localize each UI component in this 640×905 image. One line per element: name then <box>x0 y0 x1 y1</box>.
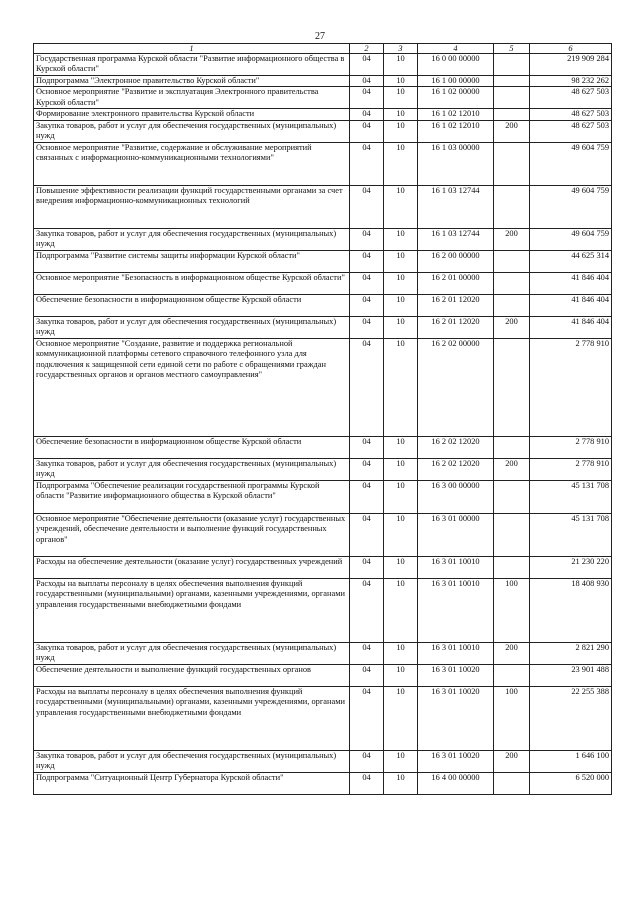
row-section-code: 04 <box>350 664 384 686</box>
header-cell: 2 <box>350 44 384 54</box>
row-description: Основное мероприятие "Обеспечение деятельности (оказание услуг) государственных учреждений, обеспечение деятельности и выполнение функций государственных органов" <box>34 513 350 556</box>
row-amount: 23 901 488 <box>530 664 612 686</box>
row-amount: 41 846 404 <box>530 294 612 316</box>
row-description: Подпрограмма "Развитие системы защиты информации Курской области" <box>34 250 350 272</box>
row-subsection-code: 10 <box>384 87 418 109</box>
row-expense-type <box>494 664 530 686</box>
row-subsection-code: 10 <box>384 458 418 480</box>
row-section-code: 04 <box>350 142 384 185</box>
header-cell: 4 <box>418 44 494 54</box>
row-amount: 49 604 759 <box>530 185 612 228</box>
row-amount: 2 778 910 <box>530 458 612 480</box>
row-expense-type: 200 <box>494 316 530 338</box>
row-description: Закупка товаров, работ и услуг для обеспечения государственных (муниципальных) нужд <box>34 750 350 772</box>
table-row <box>34 87 612 109</box>
table-row <box>34 120 612 142</box>
row-target-article: 16 3 01 10020 <box>418 750 494 772</box>
row-description: Расходы на выплаты персоналу в целях обеспечения выполнения функций государственными (муниципальными) органами, казенными учреждениями, органами управления государственными внебюджетными фондами <box>34 578 350 642</box>
row-target-article: 16 1 03 12744 <box>418 228 494 250</box>
row-amount: 6 520 000 <box>530 772 612 794</box>
row-amount: 2 778 910 <box>530 338 612 436</box>
row-subsection-code: 10 <box>384 109 418 120</box>
row-subsection-code: 10 <box>384 250 418 272</box>
row-description: Повышение эффективности реализации функций государственными органами за счет внедрения информационно-коммуникационных технологий <box>34 185 350 228</box>
row-subsection-code: 10 <box>384 642 418 664</box>
table-row <box>34 272 612 294</box>
row-section-code: 04 <box>350 87 384 109</box>
row-amount: 22 255 388 <box>530 686 612 750</box>
row-target-article: 16 3 01 10010 <box>418 556 494 578</box>
table-row <box>34 338 612 436</box>
budget-table <box>33 43 612 795</box>
row-expense-type: 200 <box>494 458 530 480</box>
row-subsection-code: 10 <box>384 664 418 686</box>
row-description: Закупка товаров, работ и услуг для обеспечения государственных (муниципальных) нужд <box>34 642 350 664</box>
row-expense-type <box>494 250 530 272</box>
table-row <box>34 76 612 87</box>
row-section-code: 04 <box>350 54 384 76</box>
row-subsection-code: 10 <box>384 480 418 513</box>
header-cell: 6 <box>530 44 612 54</box>
row-expense-type <box>494 54 530 76</box>
row-amount: 219 909 284 <box>530 54 612 76</box>
row-subsection-code: 10 <box>384 120 418 142</box>
row-subsection-code: 10 <box>384 76 418 87</box>
row-amount: 21 230 220 <box>530 556 612 578</box>
table-row <box>34 294 612 316</box>
row-section-code: 04 <box>350 772 384 794</box>
row-description: Формирование электронного правительства Курской области <box>34 109 350 120</box>
row-target-article: 16 2 02 00000 <box>418 338 494 436</box>
row-section-code: 04 <box>350 436 384 458</box>
row-subsection-code: 10 <box>384 338 418 436</box>
row-target-article: 16 3 01 00000 <box>418 513 494 556</box>
row-expense-type <box>494 513 530 556</box>
row-expense-type <box>494 185 530 228</box>
row-expense-type: 100 <box>494 686 530 750</box>
row-target-article: 16 3 01 10010 <box>418 642 494 664</box>
row-description: Расходы на выплаты персоналу в целях обеспечения выполнения функций государственными (муниципальными) органами, казенными учреждениями, органами управления государственными внебюджетными фондами <box>34 686 350 750</box>
row-expense-type <box>494 87 530 109</box>
row-description: Основное мероприятие "Создание, развитие и поддержка региональной коммуникационной платформы сетевого справочного телефонного узла для подключения к защищенной сети единой сети по работе с обращениями граждан государственных органов и органов местного самоуправления" <box>34 338 350 436</box>
row-section-code: 04 <box>350 642 384 664</box>
row-target-article: 16 2 00 00000 <box>418 250 494 272</box>
row-amount: 48 627 503 <box>530 109 612 120</box>
row-description: Закупка товаров, работ и услуг для обеспечения государственных (муниципальных) нужд <box>34 120 350 142</box>
row-subsection-code: 10 <box>384 772 418 794</box>
row-expense-type <box>494 772 530 794</box>
row-section-code: 04 <box>350 556 384 578</box>
row-section-code: 04 <box>350 120 384 142</box>
row-subsection-code: 10 <box>384 686 418 750</box>
row-subsection-code: 10 <box>384 54 418 76</box>
row-target-article: 16 0 00 00000 <box>418 54 494 76</box>
table-row <box>34 480 612 513</box>
row-expense-type <box>494 294 530 316</box>
row-subsection-code: 10 <box>384 228 418 250</box>
row-expense-type <box>494 338 530 436</box>
row-section-code: 04 <box>350 338 384 436</box>
row-expense-type: 200 <box>494 228 530 250</box>
row-description: Обеспечение безопасности в информационном обществе Курской области <box>34 294 350 316</box>
table-row <box>34 109 612 120</box>
row-target-article: 16 1 00 00000 <box>418 76 494 87</box>
row-expense-type: 100 <box>494 578 530 642</box>
row-description: Государственная программа Курской области "Развитие информационного общества в Курской области" <box>34 54 350 76</box>
row-amount: 45 131 708 <box>530 480 612 513</box>
table-row <box>34 250 612 272</box>
row-description: Закупка товаров, работ и услуг для обеспечения государственных (муниципальных) нужд <box>34 228 350 250</box>
row-target-article: 16 1 03 00000 <box>418 142 494 185</box>
row-target-article: 16 2 01 00000 <box>418 272 494 294</box>
row-target-article: 16 3 01 10020 <box>418 664 494 686</box>
row-subsection-code: 10 <box>384 294 418 316</box>
row-description: Основное мероприятие "Развитие и эксплуатация Электронного правительства Курской области" <box>34 87 350 109</box>
row-description: Закупка товаров, работ и услуг для обеспечения государственных (муниципальных) нужд <box>34 316 350 338</box>
row-expense-type: 200 <box>494 750 530 772</box>
header-cell: 5 <box>494 44 530 54</box>
row-section-code: 04 <box>350 185 384 228</box>
row-section-code: 04 <box>350 513 384 556</box>
table-row <box>34 750 612 772</box>
row-section-code: 04 <box>350 272 384 294</box>
table-row <box>34 185 612 228</box>
table-row <box>34 686 612 750</box>
row-expense-type <box>494 109 530 120</box>
row-description: Основное мероприятие "Развитие, содержание и обслуживание мероприятий связанных с информационно-коммуникационными технологиями" <box>34 142 350 185</box>
row-description: Обеспечение безопасности в информационном обществе Курской области <box>34 436 350 458</box>
row-expense-type <box>494 142 530 185</box>
row-description: Основное мероприятие "Безопасность в информационном обществе Курской области" <box>34 272 350 294</box>
row-description: Обеспечение деятельности и выполнение функций государственных органов <box>34 664 350 686</box>
row-amount: 2 778 910 <box>530 436 612 458</box>
table-row <box>34 458 612 480</box>
row-expense-type <box>494 436 530 458</box>
row-target-article: 16 2 01 12020 <box>418 294 494 316</box>
row-description: Расходы на обеспечение деятельности (оказание услуг) государственных учреждений <box>34 556 350 578</box>
row-expense-type <box>494 76 530 87</box>
row-section-code: 04 <box>350 109 384 120</box>
row-section-code: 04 <box>350 316 384 338</box>
table-row <box>34 578 612 642</box>
row-target-article: 16 1 02 12010 <box>418 120 494 142</box>
table-row <box>34 436 612 458</box>
row-section-code: 04 <box>350 294 384 316</box>
row-target-article: 16 1 02 00000 <box>418 87 494 109</box>
table-row <box>34 513 612 556</box>
row-description: Подпрограмма "Ситуационный Центр Губернатора Курской области" <box>34 772 350 794</box>
row-description: Закупка товаров, работ и услуг для обеспечения государственных (муниципальных) нужд <box>34 458 350 480</box>
table-row <box>34 228 612 250</box>
row-subsection-code: 10 <box>384 513 418 556</box>
row-expense-type <box>494 272 530 294</box>
row-amount: 44 625 314 <box>530 250 612 272</box>
row-amount: 18 408 930 <box>530 578 612 642</box>
row-amount: 48 627 503 <box>530 87 612 109</box>
row-expense-type <box>494 480 530 513</box>
row-amount: 49 604 759 <box>530 142 612 185</box>
row-target-article: 16 4 00 00000 <box>418 772 494 794</box>
header-cell: 1 <box>34 44 350 54</box>
table-row <box>34 772 612 794</box>
row-expense-type <box>494 556 530 578</box>
row-target-article: 16 2 02 12020 <box>418 458 494 480</box>
row-amount: 49 604 759 <box>530 228 612 250</box>
row-subsection-code: 10 <box>384 578 418 642</box>
row-target-article: 16 3 00 00000 <box>418 480 494 513</box>
row-description: Подпрограмма "Электронное правительство Курской области" <box>34 76 350 87</box>
row-amount: 2 821 290 <box>530 642 612 664</box>
row-amount: 1 646 100 <box>530 750 612 772</box>
row-subsection-code: 10 <box>384 142 418 185</box>
row-section-code: 04 <box>350 686 384 750</box>
row-target-article: 16 2 02 12020 <box>418 436 494 458</box>
row-amount: 48 627 503 <box>530 120 612 142</box>
table-row <box>34 642 612 664</box>
row-amount: 45 131 708 <box>530 513 612 556</box>
row-amount: 98 232 262 <box>530 76 612 87</box>
table-row <box>34 556 612 578</box>
row-description: Подпрограмма "Обеспечение реализации государственной программы Курской области "Развитие информационного общества в Курской области" <box>34 480 350 513</box>
row-subsection-code: 10 <box>384 316 418 338</box>
row-target-article: 16 3 01 10010 <box>418 578 494 642</box>
row-target-article: 16 1 03 12744 <box>418 185 494 228</box>
header-cell: 3 <box>384 44 418 54</box>
table-row <box>34 316 612 338</box>
row-target-article: 16 3 01 10020 <box>418 686 494 750</box>
page-number: 27 <box>315 31 325 42</box>
row-section-code: 04 <box>350 250 384 272</box>
table-row <box>34 664 612 686</box>
row-section-code: 04 <box>350 750 384 772</box>
row-section-code: 04 <box>350 578 384 642</box>
table-row <box>34 142 612 185</box>
header-row <box>34 44 612 54</box>
row-section-code: 04 <box>350 228 384 250</box>
row-expense-type: 200 <box>494 120 530 142</box>
row-target-article: 16 1 02 12010 <box>418 109 494 120</box>
row-subsection-code: 10 <box>384 272 418 294</box>
row-subsection-code: 10 <box>384 750 418 772</box>
row-subsection-code: 10 <box>384 185 418 228</box>
table-row <box>34 54 612 76</box>
row-expense-type: 200 <box>494 642 530 664</box>
row-section-code: 04 <box>350 76 384 87</box>
row-subsection-code: 10 <box>384 556 418 578</box>
row-amount: 41 846 404 <box>530 272 612 294</box>
row-section-code: 04 <box>350 458 384 480</box>
row-subsection-code: 10 <box>384 436 418 458</box>
row-section-code: 04 <box>350 480 384 513</box>
row-target-article: 16 2 01 12020 <box>418 316 494 338</box>
row-amount: 41 846 404 <box>530 316 612 338</box>
